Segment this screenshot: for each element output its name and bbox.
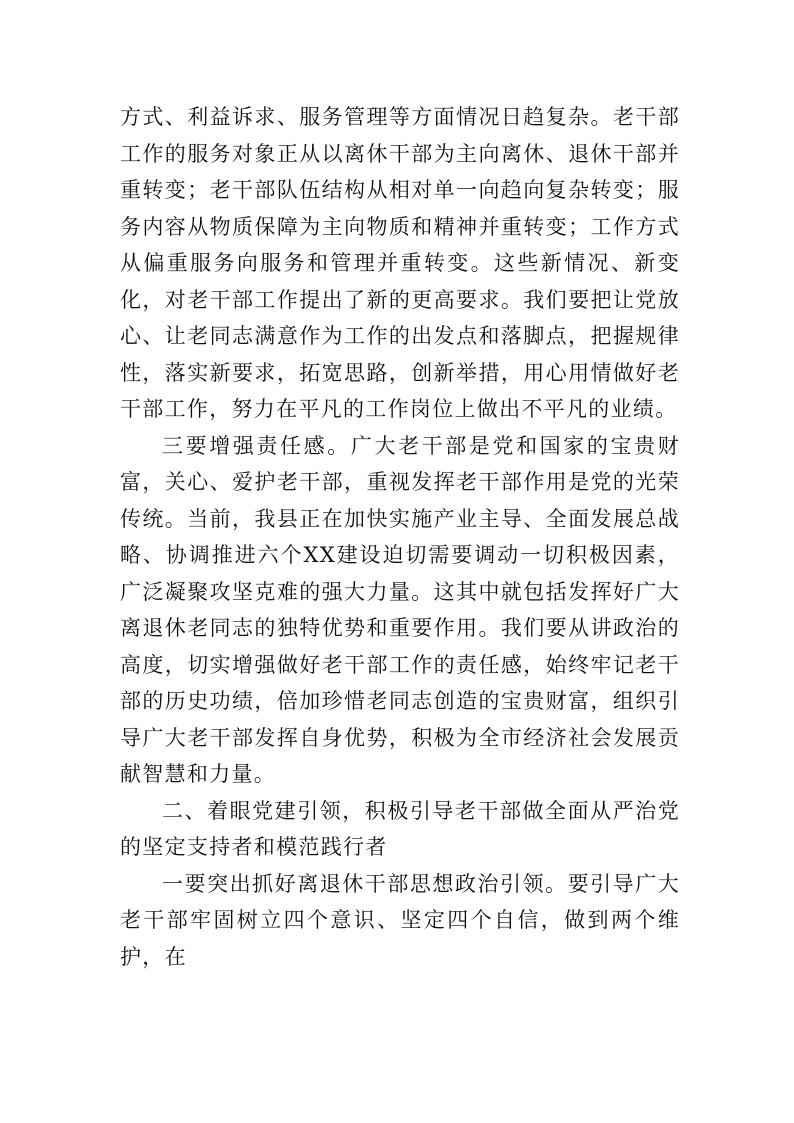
paragraph-political-guidance: 一要突出抓好离退休干部思想政治引领。要引导广大老干部牢固树立四个意识、坚定四个自信，做到两个维护，在 [120, 871, 680, 969]
paragraph-service-changes: 方式、利益诉求、服务管理等方面情况日趋复杂。老干部工作的服务对象正从以离休干部为主向离休、退休干部并重转变；老干部队伍结构从相对单一向趋向复杂转变；服务内容从物质保障为主向物质和精神并重转变；工作方式从偏重服务向服务和管理并重转变。这些新情况、新变化，对老干部工作提出了新的更高要求。我们要把让党放心、让老同志满意作为工作的出发点和落脚点，把握规律性，落实新要求，拓宽思路，创新举措，用心用情做好老干部工作，努力在平凡的工作岗位上做出不平凡的业绩。 [120, 105, 680, 421]
section-heading-party-building: 二、着眼党建引领，积极引导老干部做全面从严治党的坚定支持者和模范践行者 [120, 798, 680, 859]
paragraph-responsibility: 三要增强责任感。广大老干部是党和国家的宝贵财富，关心、爱护老干部，重视发挥老干部作用是党的光荣传统。当前，我县正在加快实施产业主导、全面发展总战略、协调推进六个XX建设迫切需要调动一切积极因素，广泛凝聚攻坚克难的强大力量。这其中就包括发挥好广大离退休老同志的独特优势和重要作用。我们要从讲政治的高度，切实增强做好老干部工作的责任感，始终牢记老干部的历史功绩，倍加珍惜老同志创造的宝贵财富，组织引导广大老干部发挥自身优势，积极为全市经济社会发展贡献智慧和力量。 [120, 433, 680, 786]
document-body [120, 99, 680, 975]
